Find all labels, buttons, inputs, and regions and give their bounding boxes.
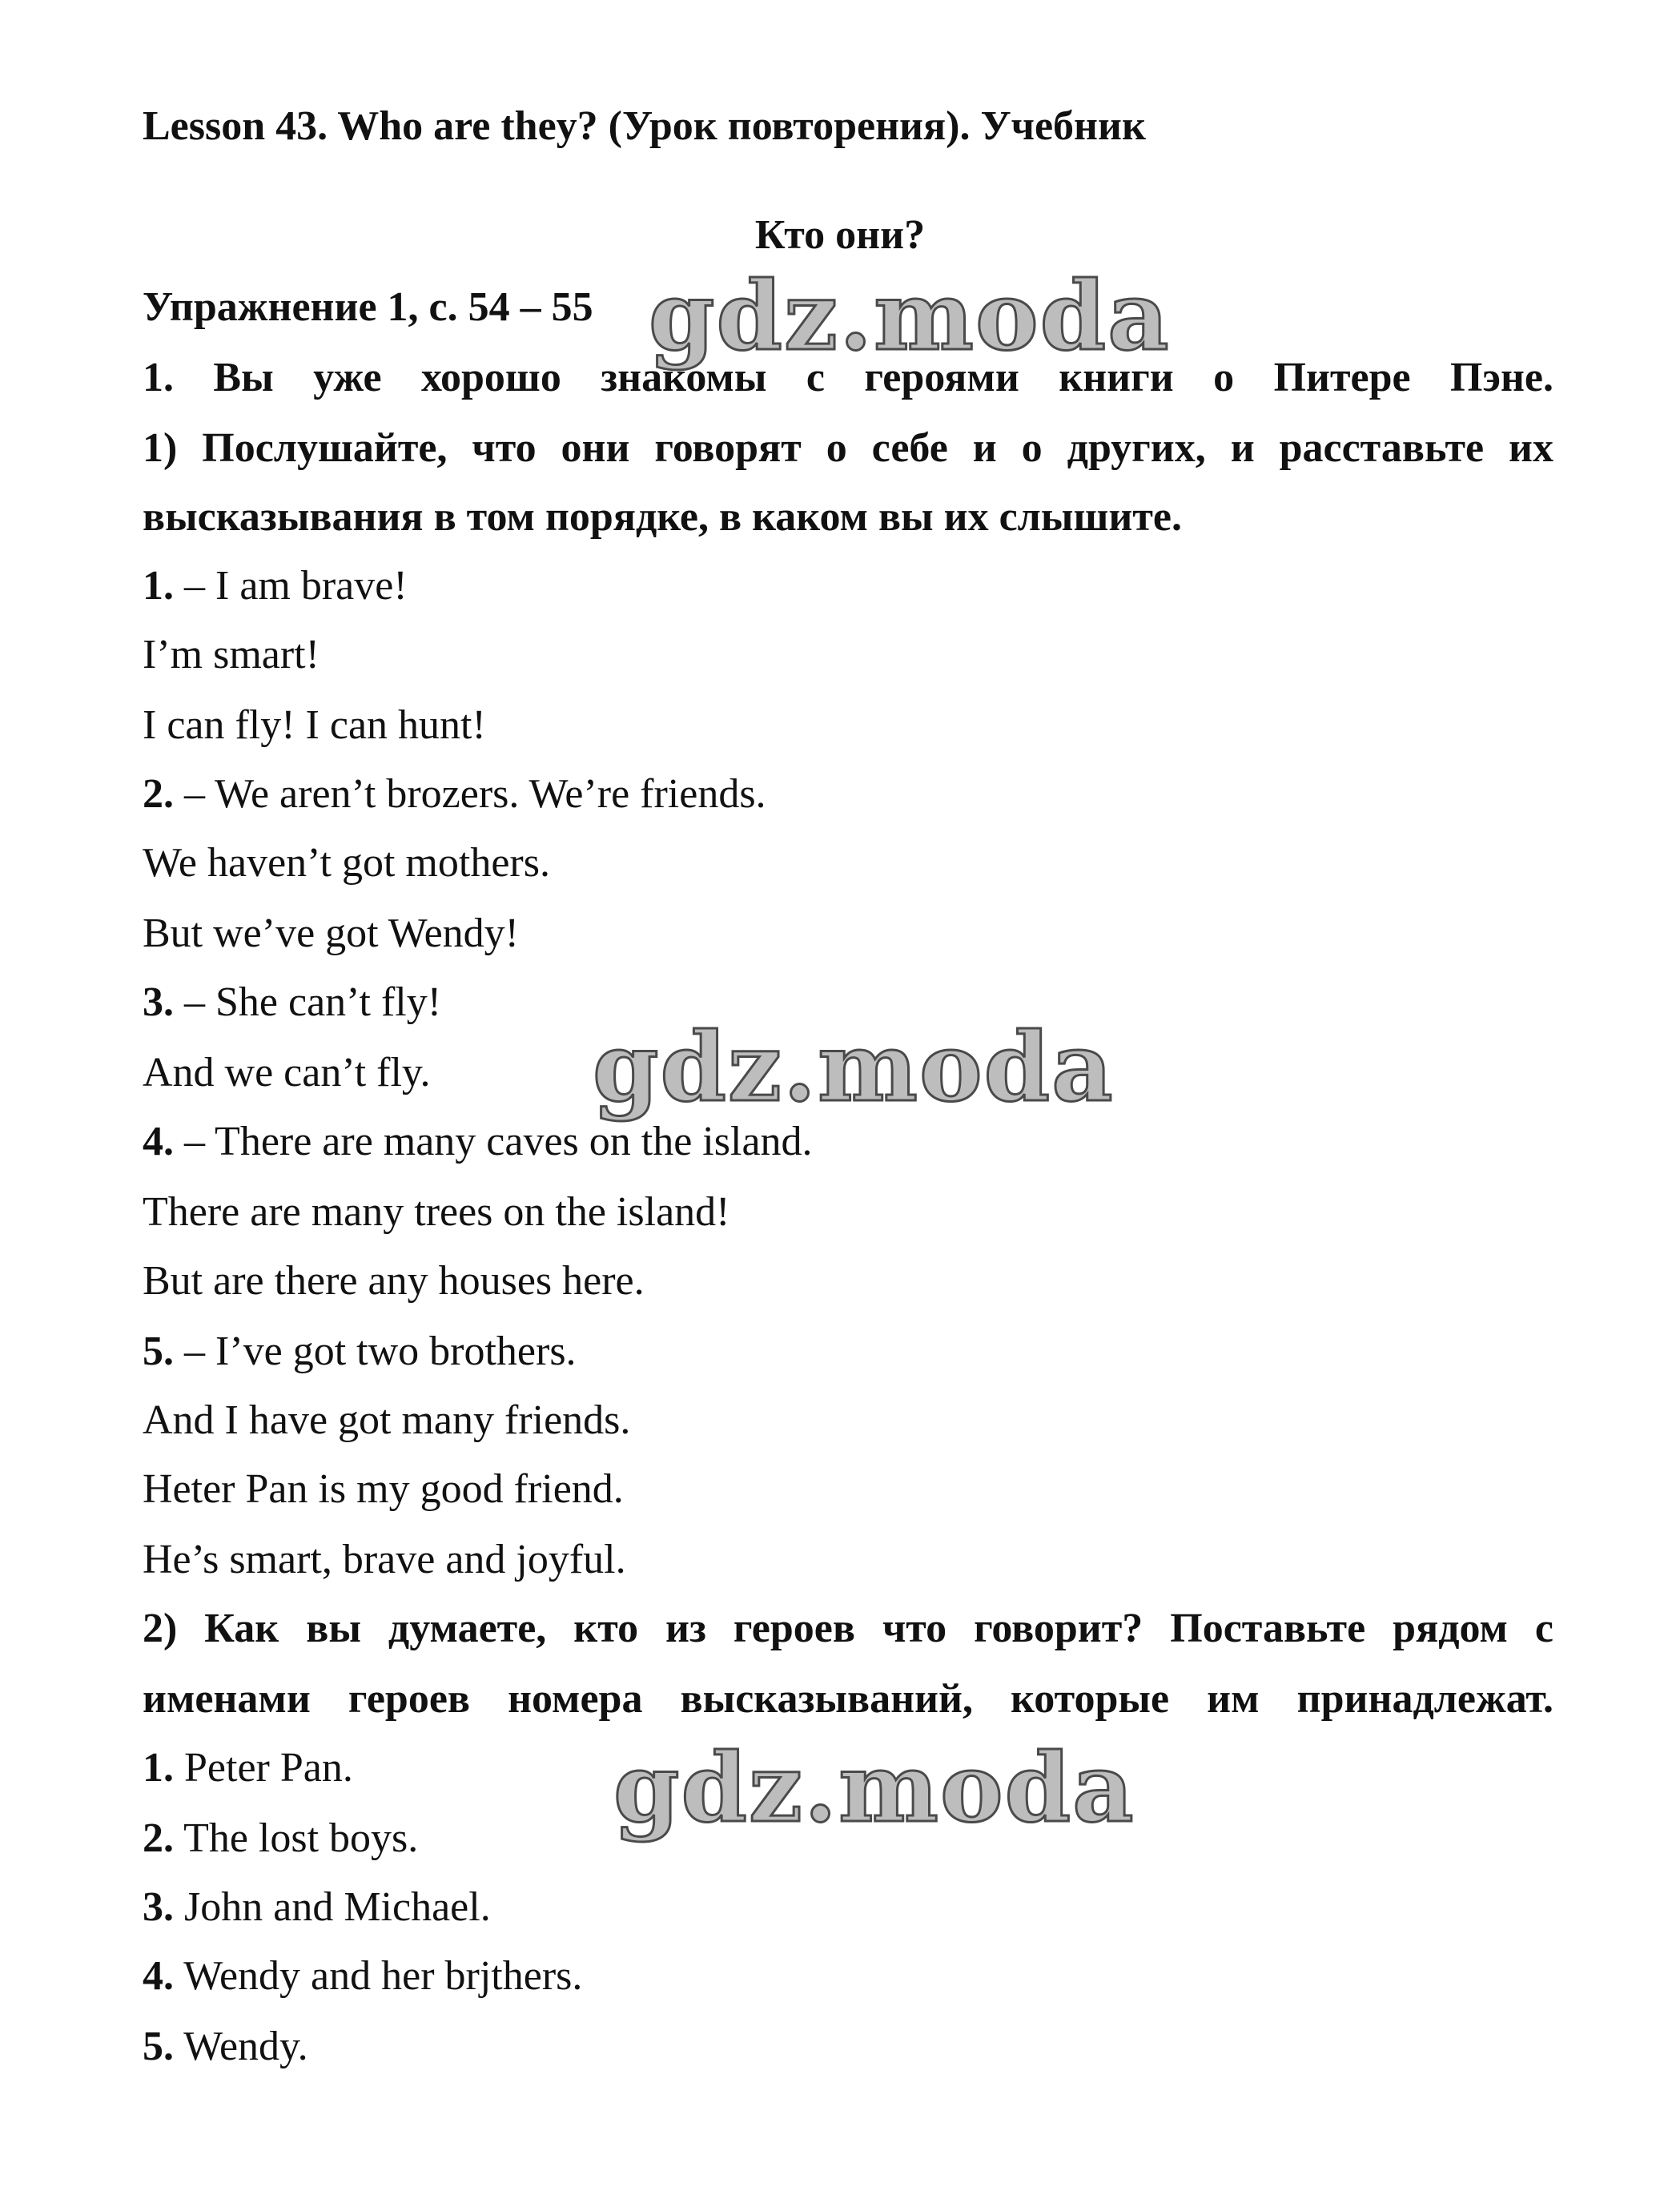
statement-3-line-2: And we can’t fly.: [143, 1050, 431, 1095]
statement-5-line-2: And I have got many friends.: [143, 1397, 631, 1443]
task-2-line-2: именами героев номера высказываний, которые им принадлежат.: [143, 1676, 1553, 1722]
character-item-2: [143, 1815, 418, 1863]
character-5-name: Wendy.: [183, 2024, 308, 2069]
statement-3-text: – She can’t fly!: [184, 979, 442, 1025]
statement-4-line-1: [143, 1118, 813, 1166]
task-1-line-2: 1) Послушайте, что они говорят о себе и о других, и расставьте их: [143, 425, 1553, 471]
statement-5-text: – I’ve got two brothers.: [184, 1329, 577, 1374]
character-1-name: Peter Pan.: [184, 1745, 353, 1791]
statement-2-number: 2.: [143, 771, 174, 817]
character-5-number: 5.: [143, 2024, 174, 2069]
statement-4-line-2: There are many trees on the island!: [143, 1189, 730, 1235]
statement-3-line-1: [143, 979, 441, 1027]
statement-4-line-3: But are there any houses here.: [143, 1258, 645, 1304]
statement-2-text: – We aren’t brozers. We’re friends.: [184, 771, 766, 817]
character-item-1: [143, 1744, 353, 1792]
character-1-number: 1.: [143, 1745, 174, 1791]
statement-5-line-3: Heter Pan is my good friend.: [143, 1466, 624, 1512]
character-3-name: John and Michael.: [184, 1884, 491, 1930]
statement-4-number: 4.: [143, 1119, 174, 1164]
watermark-bottom: gdz.moda: [613, 1732, 1135, 1843]
statement-2-line-1: [143, 770, 766, 818]
statement-1-number: 1.: [143, 563, 174, 609]
statement-5-line-1: [143, 1328, 577, 1376]
character-4-name: Wendy and her brjthers.: [183, 1953, 583, 1999]
character-2-name: The lost boys.: [183, 1815, 419, 1861]
statement-2-line-2: We haven’t got mothers.: [143, 840, 550, 886]
watermark-top: gdz.moda: [649, 260, 1171, 372]
character-3-number: 3.: [143, 1884, 174, 1930]
statement-5-line-4: He’s smart, brave and joyful.: [143, 1537, 626, 1582]
task-2-line-1: 2) Как вы думаете, кто из героев что говорит? Поставьте рядом с: [143, 1606, 1553, 1651]
statement-4-text: – There are many caves on the island.: [184, 1119, 813, 1164]
page-subtitle: Кто они?: [754, 212, 926, 258]
character-item-5: [143, 2023, 308, 2071]
task-1-line-3: высказывания в том порядке, в каком вы их слышите.: [143, 494, 1182, 540]
watermark-middle: gdz.moda: [593, 1011, 1115, 1123]
statement-5-number: 5.: [143, 1329, 174, 1374]
exercise-reference: Упражнение 1, с. 54 – 55: [143, 284, 593, 330]
character-4-number: 4.: [143, 1953, 174, 1999]
statement-3-number: 3.: [143, 979, 174, 1025]
statement-2-line-3: But we’ve got Wendy!: [143, 911, 519, 956]
statement-1-line-2: I’m smart!: [143, 632, 320, 677]
task-1-line-1: 1. Вы уже хорошо знакомы с героями книги о Питере Пэне.: [143, 355, 1553, 400]
statement-1-line-3: I can fly! I can hunt!: [143, 702, 486, 748]
lesson-heading: Lesson 43. Who are they? (Урок повторения). Учебник: [143, 103, 1146, 149]
statement-1-text: – I am brave!: [184, 563, 408, 609]
character-item-3: [143, 1883, 491, 1932]
character-2-number: 2.: [143, 1815, 174, 1861]
character-item-4: [143, 1952, 582, 2000]
statement-1-line-1: [143, 562, 408, 610]
